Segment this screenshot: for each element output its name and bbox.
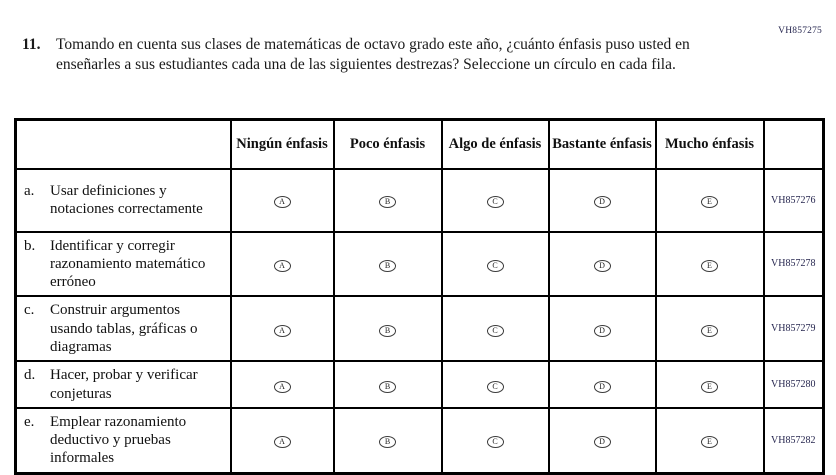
- answer-bubble-cell-c[interactable]: [442, 408, 549, 473]
- answer-bubble-cell-c[interactable]: [442, 232, 549, 297]
- answer-bubble-d[interactable]: D: [594, 436, 611, 448]
- row-label: Usar definiciones y notaciones correctamente: [50, 182, 203, 217]
- answer-bubble-cell-a[interactable]: [231, 232, 334, 297]
- answer-bubble-e[interactable]: E: [701, 381, 718, 393]
- row-letter: d.: [24, 367, 36, 384]
- header-code-cell: [764, 120, 824, 169]
- answer-bubble-b[interactable]: B: [379, 381, 396, 393]
- answer-bubble-e[interactable]: E: [701, 196, 718, 208]
- answer-bubble-c[interactable]: C: [487, 325, 504, 337]
- answer-bubble-cell-d[interactable]: [549, 296, 656, 361]
- answer-bubble-cell-b[interactable]: [334, 408, 442, 473]
- answer-bubble-b[interactable]: B: [379, 196, 396, 208]
- row-code: VH857282: [764, 408, 824, 473]
- answer-bubble-cell-c[interactable]: [442, 296, 549, 361]
- answer-bubble-cell-d[interactable]: [549, 361, 656, 408]
- row-code: VH857280: [764, 361, 824, 408]
- row-letter: e.: [24, 413, 35, 430]
- table-row: [16, 361, 824, 408]
- answer-bubble-d[interactable]: D: [594, 260, 611, 272]
- answer-bubble-b[interactable]: B: [379, 436, 396, 448]
- answer-bubble-cell-a[interactable]: [231, 296, 334, 361]
- answer-bubble-cell-d[interactable]: [549, 232, 656, 297]
- column-header: Poco énfasis: [334, 120, 442, 169]
- question-text-after: círculo en cada fila.: [549, 56, 676, 74]
- answer-bubble-c[interactable]: C: [487, 260, 504, 272]
- header-blank-cell: [16, 120, 231, 169]
- answer-bubble-a[interactable]: A: [274, 325, 291, 337]
- table-row: [16, 296, 824, 361]
- table-row: [16, 232, 824, 297]
- question-emphasized-word: un: [534, 56, 550, 73]
- answer-bubble-cell-e[interactable]: [656, 232, 764, 297]
- table-row: [16, 408, 824, 473]
- row-label-cell: [16, 296, 231, 361]
- answer-bubble-a[interactable]: A: [274, 381, 291, 393]
- answer-bubble-d[interactable]: D: [594, 196, 611, 208]
- answer-bubble-cell-b[interactable]: [334, 296, 442, 361]
- column-header: Algo de énfasis: [442, 120, 549, 169]
- answer-bubble-cell-a[interactable]: [231, 408, 334, 473]
- answer-bubble-cell-c[interactable]: [442, 169, 549, 232]
- answer-bubble-a[interactable]: A: [274, 436, 291, 448]
- answer-bubble-e[interactable]: E: [701, 325, 718, 337]
- row-label-cell: [16, 361, 231, 408]
- emphasis-matrix-table: [14, 118, 825, 475]
- column-header: Bastante énfasis: [549, 120, 656, 169]
- answer-bubble-c[interactable]: C: [487, 196, 504, 208]
- answer-bubble-d[interactable]: D: [594, 381, 611, 393]
- row-code: VH857276: [764, 169, 824, 232]
- answer-bubble-e[interactable]: E: [701, 436, 718, 448]
- row-label-cell: [16, 169, 231, 232]
- row-letter: b.: [24, 237, 36, 254]
- table-row: [16, 169, 824, 232]
- answer-bubble-b[interactable]: B: [379, 260, 396, 272]
- row-label-cell: [16, 232, 231, 297]
- row-label: Hacer, probar y verificar conjeturas: [50, 367, 198, 402]
- answer-bubble-cell-a[interactable]: [231, 169, 334, 232]
- answer-bubble-cell-c[interactable]: [442, 361, 549, 408]
- table-body: [16, 169, 824, 474]
- answer-bubble-a[interactable]: A: [274, 196, 291, 208]
- question-text-before: Tomando en cuenta sus clases de matemáticas de octavo grado este año, ¿cuánto énfasis puso usted en enseñarles a sus estudiantes cada una de las siguientes destrezas? Seleccione: [56, 36, 690, 74]
- answer-bubble-cell-b[interactable]: [334, 169, 442, 232]
- table-header-row: [16, 120, 824, 169]
- question-text: [56, 35, 696, 75]
- answer-bubble-b[interactable]: B: [379, 325, 396, 337]
- answer-bubble-cell-b[interactable]: [334, 361, 442, 408]
- row-label: Construir argumentos usando tablas, gráficas o diagramas: [50, 302, 198, 355]
- answer-bubble-cell-d[interactable]: [549, 408, 656, 473]
- question-number: 11.: [22, 36, 41, 53]
- page-code: VH857275: [778, 26, 822, 36]
- column-header: Ningún énfasis: [231, 120, 334, 169]
- answer-bubble-cell-e[interactable]: [656, 296, 764, 361]
- answer-bubble-e[interactable]: E: [701, 260, 718, 272]
- row-label: Emplear razonamiento deductivo y pruebas informales: [50, 413, 187, 467]
- answer-bubble-cell-e[interactable]: [656, 408, 764, 473]
- answer-bubble-cell-b[interactable]: [334, 232, 442, 297]
- answer-bubble-cell-e[interactable]: [656, 169, 764, 232]
- row-label-cell: [16, 408, 231, 473]
- question-block: [22, 35, 732, 75]
- answer-bubble-d[interactable]: D: [594, 325, 611, 337]
- row-letter: c.: [24, 302, 35, 319]
- answer-bubble-c[interactable]: C: [487, 381, 504, 393]
- row-label: Identificar y corregir razonamiento matemático erróneo: [50, 237, 206, 291]
- row-letter: a.: [24, 182, 35, 199]
- answer-bubble-c[interactable]: C: [487, 436, 504, 448]
- answer-bubble-cell-d[interactable]: [549, 169, 656, 232]
- row-code: VH857279: [764, 296, 824, 361]
- answer-bubble-a[interactable]: A: [274, 260, 291, 272]
- row-code: VH857278: [764, 232, 824, 297]
- answer-bubble-cell-a[interactable]: [231, 361, 334, 408]
- column-header: Mucho énfasis: [656, 120, 764, 169]
- answer-bubble-cell-e[interactable]: [656, 361, 764, 408]
